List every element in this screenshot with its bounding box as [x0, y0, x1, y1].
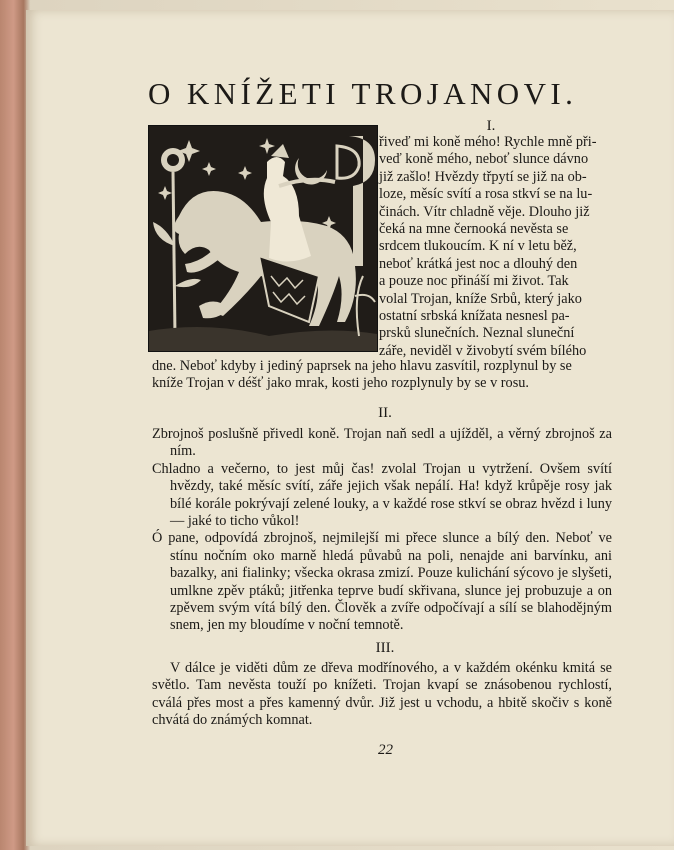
- paragraph: Ó pane, odpovídá zbrojnoš, nejmilejší mi přece slunce a bílý den. Neboť ve stínu nočním oko marně hledá půvabů na poli, nenajde ani barvínku, ani bazalky, ani fialinky; všecka okrasa zmizí. Pouze kulichání sýcovo je slyšeti, umlkne zpěv ptáků; jitřenka teprve budí skřivana, slunce jej probuzuje a on zpěvem svým vítá bílý den. Člověk a zvíře odpočívají a sílí se blahodějným snem, jen my bloudíme v noční temnotě.: [152, 530, 612, 634]
- text-line: neboť krátká jest noc a dlouhý den: [379, 255, 578, 272]
- text-line: kníže Trojan v déšť jako mrak, kosti jeho rozplynuly by se v rosu.: [152, 375, 529, 392]
- text-line: prsků slunečních. Neznal sluneční: [379, 325, 575, 342]
- section-1-column-text: [379, 134, 611, 360]
- text-line: čeká na mne černooká nevěsta se: [379, 221, 569, 238]
- text-line: volal Trojan, kníže Srbů, který jako: [379, 290, 582, 307]
- text-line: dne. Neboť kdyby i jediný paprsek na jeho hlavu zasvítil, rozplynul by se: [152, 358, 572, 374]
- text-line: již zašlo! Hvězdy třpytí se již na ob-: [379, 168, 587, 185]
- text-line: záře, neviděl v živobytí svém bílého: [379, 342, 587, 359]
- section-numeral-2: II.: [378, 405, 392, 421]
- paragraph: Chladno a večerno, to jest můj čas! zvolal Trojan u vytržení. Ovšem svítí hvězdy, také měsíc svítí, záře jejich však nepálí. Ha! když krůpěje rosy jak bílé korále pokrývají zelené louky, a v každé rose stkví se obraz hvězd i luny — jaké to ticho vůkol!: [152, 460, 612, 530]
- text-line: řiveď mi koně mého! Rychle mně při-: [379, 134, 597, 150]
- section-numeral-3: III.: [375, 640, 395, 656]
- section-1-full-text: [152, 358, 612, 393]
- text-line: srdcem tlukoucím. K ní v letu běž,: [379, 238, 577, 255]
- section-3-text: [152, 660, 612, 730]
- text-line: veď koně mého, neboť slunce dávno: [379, 151, 589, 168]
- text-line: ostatní srbská knížata nesnesl pa-: [379, 308, 570, 325]
- text-line: činách. Vítr chladně věje. Dlouho již: [379, 203, 590, 220]
- text-line: a pouze noc přináší mi život. Tak: [379, 273, 569, 290]
- woodcut-rider-on-horse-icon: [149, 126, 377, 351]
- paragraph: Zbrojnoš poslušně přivedl koně. Trojan naň sedl a ujížděl, a věrný zbrojnoš za ním.: [152, 426, 612, 460]
- page-title: O KNÍŽETI TROJANOVI.: [148, 76, 578, 111]
- page-number: 22: [378, 742, 393, 758]
- paragraph: V dálce je viděti dům ze dřeva modřínového, a v každém okénku kmitá se světlo. Tam nevěsta touží po knížeti. Trojan kvapí se znásobenou rychlostí, cválá přes most a přes kamenný dvůr. Již jest u vchodu, a hbitě skočiv s koně chvátá do známých komnat.: [152, 660, 612, 729]
- section-numeral-1: I.: [486, 118, 496, 134]
- text-line: loze, měsíc svítí a rosa stkví se na lu-: [379, 186, 593, 203]
- section-2-text: [152, 426, 612, 635]
- woodcut-illustration: [148, 125, 378, 352]
